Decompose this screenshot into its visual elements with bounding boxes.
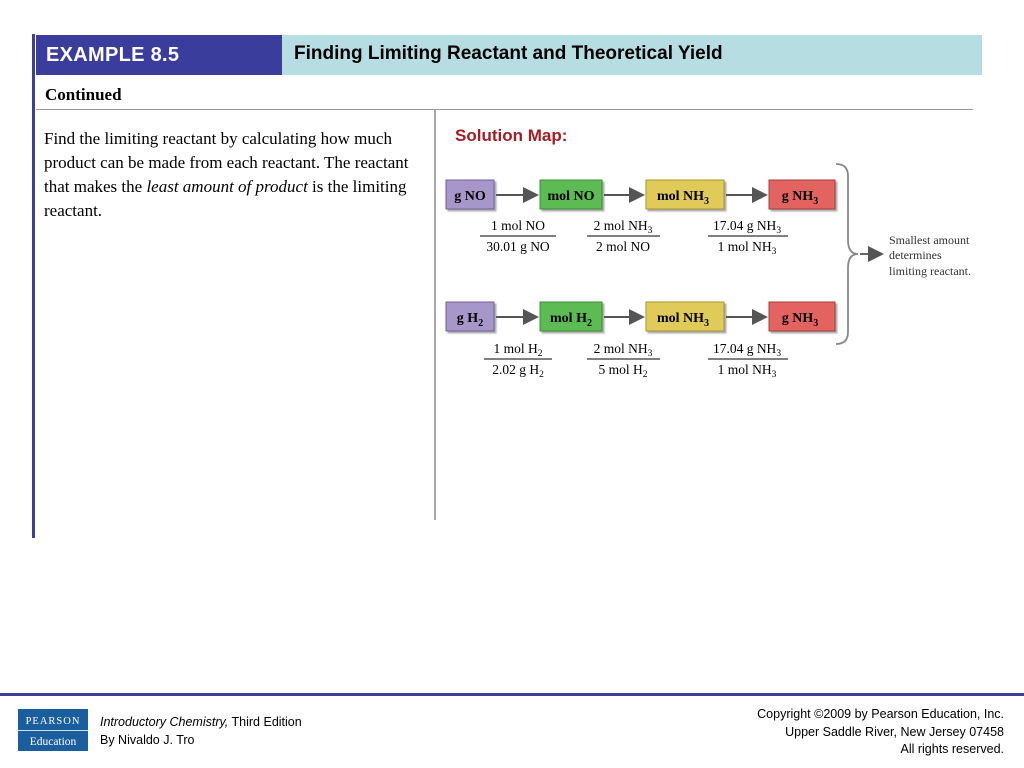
svg-text:limiting reactant.: limiting reactant. (889, 264, 971, 278)
book-title (100, 715, 302, 729)
slide-title: Finding Limiting Reactant and Theoretical Yield (282, 35, 982, 75)
svg-text:mol H2: mol $H_2$ (550, 311, 592, 329)
row2-box-g-h2 (446, 302, 494, 331)
footer-divider (0, 693, 1024, 696)
left-accent-rule (32, 34, 35, 538)
row1-box-g-no (446, 180, 494, 209)
row1-fraction-1 (480, 218, 556, 254)
row1-fraction-3 (708, 218, 788, 257)
svg-text:2 mol NO: 2 mol NO (596, 239, 650, 254)
solution-map-diagram (440, 160, 1000, 390)
copyright-line-1: Copyright ©2009 by Pearson Education, Inc. (757, 707, 1004, 721)
row1-box-g-nh3 (769, 180, 835, 209)
svg-text:mol NH3: mol $NH_3$ (656, 189, 710, 207)
svg-text:PEARSON: PEARSON (25, 716, 81, 727)
header-divider (36, 109, 973, 110)
row2-fraction-1 (484, 341, 552, 380)
row2-box-g-nh3 (769, 302, 835, 331)
svg-text:mol NO: mol NO (547, 189, 595, 204)
row1-box-mol-nh3 (646, 180, 724, 209)
svg-text:2 mol NH3: 2 mol $NH_3$ (593, 218, 653, 236)
svg-text:30.01 g NO: 30.01 g NO (486, 239, 550, 254)
comparison-bracket (836, 164, 858, 344)
pearson-education-logo (18, 709, 88, 751)
svg-text:Smallest amount: Smallest amount (889, 233, 970, 247)
copyright-notice (757, 706, 1004, 759)
book-title-name: Introductory Chemistry, (100, 715, 229, 729)
example-label: EXAMPLE 8.5 (36, 35, 282, 75)
copyright-line-3: All rights reserved. (900, 742, 1004, 756)
svg-text:1 mol NO: 1 mol NO (491, 218, 545, 233)
svg-text:1 mol NH3: 1 mol $NH_3$ (717, 362, 777, 380)
instruction-text-part1: Find the limiting reactant by calculating how much product can be made from each reactant. The reactant that makes the (44, 129, 409, 196)
svg-text:1 mol H2: 1 mol $H_2$ (493, 341, 543, 359)
row2-box-mol-nh3 (646, 302, 724, 331)
svg-text:mol NH3: mol $NH_3$ (656, 311, 710, 329)
svg-text:17.04 g NH3: 17.04 g $NH_3$ (712, 218, 782, 236)
svg-text:g H2: g $H_2$ (456, 311, 484, 329)
instruction-text-part2: is the limiting reactant. (44, 177, 407, 220)
svg-text:2 mol NH3: 2 mol $NH_3$ (593, 341, 653, 359)
instruction-text (44, 127, 424, 223)
svg-text:1 mol NH3: 1 mol $NH_3$ (717, 239, 777, 257)
svg-text:17.04 g NH3: 17.04 g $NH_3$ (712, 341, 782, 359)
svg-text:g NH3: g $NH_3$ (781, 311, 819, 329)
instruction-text-emphasis: least amount of product (146, 177, 308, 196)
book-author: By Nivaldo J. Tro (100, 733, 195, 747)
row2-box-mol-h2 (540, 302, 602, 331)
continued-heading: Continued (45, 85, 122, 104)
copyright-line-2: Upper Saddle River, New Jersey 07458 (785, 724, 1004, 739)
row2-fraction-2 (587, 341, 660, 380)
smallest-amount-note (889, 233, 971, 278)
row2-fraction-3 (708, 341, 788, 380)
svg-text:Education: Education (29, 736, 77, 748)
svg-text:2.02 g H2: 2.02 g $H_2$ (492, 362, 544, 380)
solution-map-label: Solution Map: (455, 126, 568, 145)
svg-text:determines: determines (889, 248, 942, 262)
svg-text:5 mol H2: 5 mol $H_2$ (598, 362, 648, 380)
column-divider (434, 110, 436, 520)
book-edition: Third Edition (228, 715, 302, 729)
row1-fraction-2 (587, 218, 660, 254)
row1-box-mol-no (540, 180, 602, 209)
svg-text:g NO: g NO (454, 189, 486, 204)
svg-text:g NH3: g $NH_3$ (781, 189, 819, 207)
